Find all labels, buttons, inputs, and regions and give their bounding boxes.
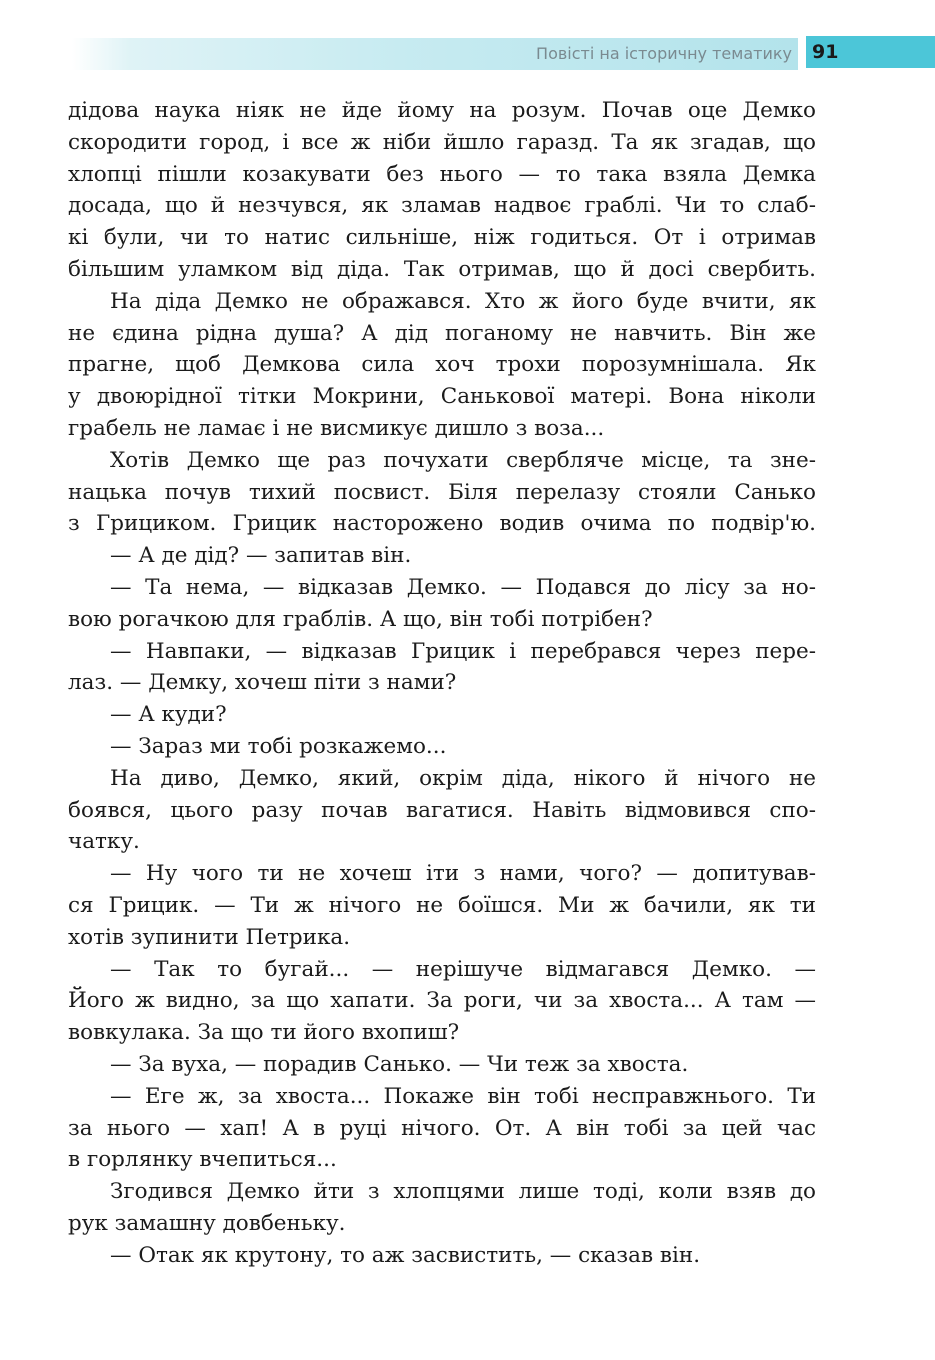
text-line: — А де дід? — запитав він. (110, 543, 412, 569)
text-line: в горлянку вчепиться... (68, 1147, 337, 1173)
text-line: за нього — хап! А в руці нічого. От. А він тобі за цей час (68, 1115, 816, 1141)
text-line: Його ж видно, за що хапати. За роги, чи за хвоста... А там — (68, 988, 816, 1014)
text-line: — За вуха, — порадив Санько. — Чи теж за хвоста. (110, 1051, 689, 1077)
text-line: більшим уламком від діда. Так отримав, що й досі свербить. (68, 256, 816, 282)
text-line: — Так то бугай... — нерішуче відмагався Демко. — (110, 956, 816, 982)
running-header-title: Повісті на історичну тематику (536, 44, 792, 63)
text-line: не єдина рідна душа? А дід поганому не навчить. Він же (68, 320, 816, 346)
text-line: ся Грицик. — Ти ж нічого не боїшся. Ми ж бачили, як ти (68, 892, 816, 918)
text-line: досада, що й незчувся, як зламав надвоє граблі. Чи то слаб- (68, 193, 816, 219)
text-line: рук замашну довбеньку. (68, 1210, 346, 1236)
text-line: лаз. — Демку, хочеш піти з нами? (68, 670, 457, 696)
text-line: з Грициком. Грицик насторожено водив очима по подвір'ю. (68, 511, 816, 537)
text-line: хотів зупинити Петрика. (68, 924, 351, 950)
text-line: вовкулака. За що ти його вхопиш? (68, 1020, 460, 1046)
text-line: у двоюрідної тітки Мокрини, Санькової матері. Вона ніколи (68, 384, 816, 410)
text-line: Хотів Демко ще раз почухати свербляче місце, та зне- (110, 447, 816, 473)
text-line: прагне, щоб Демкова сила хоч трохи порозумнішала. Як (68, 352, 816, 378)
text-line: грабель не ламає і не висмикує дишло з воза... (68, 415, 605, 441)
text-line: Згодився Демко йти з хлопцями лише тоді, коли взяв до (110, 1179, 816, 1205)
text-line: — Та нема, — відказав Демко. — Подався до лісу за но- (110, 574, 816, 600)
text-line: — Ну чого ти не хочеш іти з нами, чого? — допитував- (110, 861, 816, 887)
text-line: — Зараз ми тобі розкажемо... (110, 733, 447, 759)
text-line: вою рогачкою для граблів. А що, він тобі потрібен? (68, 606, 653, 632)
text-line: чатку. (68, 829, 140, 855)
text-line: — Навпаки, — відказав Грицик і перебрався через пере- (110, 638, 816, 664)
text-line: — А куди? (110, 702, 227, 728)
body-text (68, 95, 816, 1271)
text-line: — Еге ж, за хвоста... Покаже він тобі несправжнього. Ти (110, 1083, 816, 1109)
text-line: боявся, цього разу почав вагатися. Навіть відмовився спо- (68, 797, 816, 823)
text-line: — Отак як крутону, то аж засвистить, — сказав він. (110, 1242, 701, 1268)
page-number: 91 (812, 41, 839, 63)
text-line: дідова наука ніяк не йде йому на розум. Почав оце Демко (68, 98, 816, 123)
text-line: хлопці пішли козакувати без нього — то така взяла Демка (68, 161, 816, 187)
text-line: кі були, чи то натис сильніше, ніж годиться. От і отримав (68, 225, 816, 251)
text-line: нацька почув тихий посвист. Біля перелазу стояли Санько (68, 479, 816, 505)
text-line: На диво, Демко, який, окрім діда, нікого й нічого не (110, 765, 816, 791)
text-line: На діда Демко не ображався. Хто ж його буде вчити, як (110, 288, 816, 314)
text-line: скородити город, і все ж ніби йшло гаразд. Та як згадав, що (68, 129, 816, 155)
